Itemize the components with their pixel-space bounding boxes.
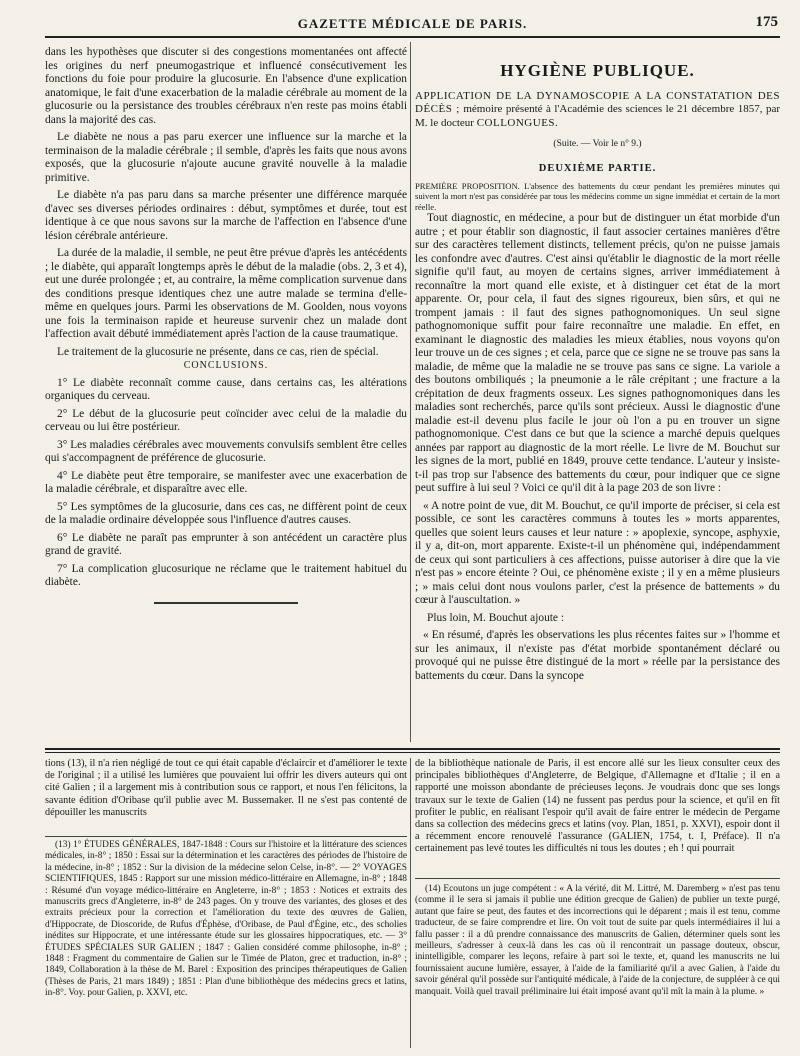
section-end-rule — [154, 602, 299, 604]
feuilleton-left — [45, 758, 407, 819]
conclusion-item: 1° Le diabète reconnaît comme cause, dans certains cas, les altérations organiques du cerveau. — [45, 376, 407, 402]
paragraph: La durée de la maladie, il semble, ne peut être prévue d'après les antécédents ; le diabète, qui apparaît longtemps après le début de la maladie (obs. 2, 3 et 4), eut une durée prolongée ; et, au contraire, la même complication survenue dans des conditions presque identiques chez une autre malade se termina d'elle-même en quelques jours. Parmi les observations de M. Goolden, nous voyons une fois la terminaison rapide et heureuse survenir chez un malade dont l'affection avait débuté immédiatement après l'action de la cause traumatique. — [45, 247, 407, 340]
feuilleton-rule-thin — [45, 752, 780, 753]
article-title — [415, 90, 780, 131]
left-column — [45, 46, 407, 604]
feuilleton-right — [415, 758, 780, 856]
conclusion-item: 5° Les symptômes de la glucosurie, dans ces cas, ne diffèrent point de ceux de la maladie ordinaire développée sous l'influence d'autres causes. — [45, 500, 407, 526]
conclusion-item: 7° La complication glucosurique ne réclame que le traitement habituel du diabète. — [45, 562, 407, 588]
page-number: 175 — [755, 14, 778, 30]
footnote-14 — [415, 884, 780, 998]
suite-note: (Suite. — Voir le n° 9.) — [553, 139, 642, 149]
footnote-text: (13) 1° ÉTUDES GÉNÉRALES, 1847-1848 : Cours sur l'histoire et la littérature des sciences médicales, in-8° ; 1850 : Essai sur la détermination et les caractères des périodes de l'histoire de la médecine, in-8° ; 1852 : Sur la division de la médecine selon Celse, in-8°. — 2° VOYAGES SCIENTIFIQUES, 1845 : Rapport sur une mission médico-littéraire en Allemagne, in-8° ; 1848 : Résumé d'un voyage médico-littéraire en Angleterre, in-8° ; 1853 : Notices et extraits des manuscrits grecs d'Angleterre, in-8° de 243 pages. On y trouve des variantes, des gloses et des extraits précieux pour la correction et l'amélioration du texte des œuvres de Galien, d'Hippocrate, de Dioscoride, de Rufus d'Éphèse, d'Oribase, de Paul d'Égine, etc., des scholies inédites sur Hippocrate, et une intéressante étude sur les glossaires hippocratiques, etc. — 3° ÉTUDES SPÉCIALES SUR GALIEN ; 1847 : Galien considéré comme philosophe, in-8° ; 1848 : Fragment du commentaire de Galien sur le Timée de Platon, grec et traduction, in-8° ; 1849, Collaboration à la thèse de M. Barel : Exposition des principes thérapeutiques de Galien (Thèses de Paris, 21 mars 1849) ; 1851 : Plan d'une bibliothèque des médecins grecs et latins, in-8°. Voy. pour Galien, p. XXVI, etc. — [45, 840, 407, 999]
conclusion-item: 3° Les maladies cérébrales avec mouvements convulsifs semblent être celles qui s'accompagnent de préférence de glucosurie. — [45, 438, 407, 464]
paragraph: Le traitement de la glucosurie ne présente, dans ce cas, rien de spécial. — [57, 345, 379, 358]
paragraph: Plus loin, M. Bouchut ajoute : — [427, 611, 565, 624]
footnote-text: (14) Ecoutons un juge compétent : « A la vérité, dit M. Littré, M. Daremberg » n'est pas tenu (comme il le sera si jamais il publie une édition grecque de Galien) de publier un texte purgé, autant que faire se peut, des fautes et des incorrections qui le déparent ; mais il est tenu, comme traducteur, de se faire comprendre et lire. On voit tout de suite par quels intermédiaires il lui a fallu passer : il a dû prendre connaissance des manuscrits de Galien, déterminer quels sont les meilleurs, s'adresser à ceux-là dans les cas où il rencontrait un passage douteux, obscur, inintelligible, comparer les leçons, refaire à part soi le texte, et, quand les manuscrits ne lui fournissaient aucune lumière, essayer, à l'aide de la familiarité qu'il a avec Galien, à l'aide du savoir général qu'il possède sur l'antiquité médicale, à l'aide de la conjecture, de suppléer à ce qui manquait. Voilà quel travail préliminaire lui était imposé avant qu'il mît la main à la plume. » — [415, 884, 780, 997]
paragraph: Tout diagnostic, en médecine, a pour but de distinguer un état morbide d'un autre ; et pour établir son diagnostic, il faut associer certaines manières d'être sur des caractères tellement distincts, tellement précis, qu'on ne puisse jamais les confondre avec d'autres. C'est ainsi qu'établir le diagnostic de la mort réelle signifie qu'il faut, au moyen de certains signes, arriver immédiatement à reconnaître la mort quand elle existe, et à distinguer cet état de la mort apparente. Or, pour cela, il faut des signes rigoureux, bien sûrs, et qui ne trompent jamais : il faut des signes pathognomoniques. Un seul signe pathognomonique suffit pour faire reconnaître une maladie. En effet, en examinant le diagnostic des maladies les mieux établies, nous voyons qu'on leur trouve un de ces signes ; et cela, parce que ce signe ne se trouve pas sans la maladie, de même que la maladie ne se trouve pas sans ce signe. La variole a des boutons ombiliqués ; la pneumonie a le râle crépitant ; une fracture a la crépitation de deux fragments osseux. Les signes pathognomoniques dans les maladies sont recherchés, parce qu'ils sont précieux. Aussi le diagnostic d'une maladie est-il devenu plus facile le jour où l'on a pu en trouver un signe pathognomonique. C'est dans ce but que la science a marché depuis quelques années par rapport au diagnostic de la mort réelle. Le livre de M. Bouchut sur les signes de la mort, publié en 1849, prouve cette tendance. L'auteur y insiste-t-il pas trop sur l'absence des battements du cœur, pour indiquer que ce signe peut suffire à lui seul ? Voici ce qu'il dit à la page 203 de son livre : — [415, 212, 780, 495]
conclusion-item: 4° Le diabète peut être temporaire, se manifester avec une exacerbation de la maladie cérébrale, et disparaître avec elle. — [45, 469, 407, 495]
quote: « En résumé, d'après les observations les plus récentes faites sur » l'homme et sur les animaux, il n'existe pas d'état morbide spontanément déclaré ou provoqué qui ne puisse être distingué de la mort » réelle par la persistance des battements du cœur. Dans la syncope — [415, 629, 780, 682]
conclusion-item: 2° Le début de la glucosurie peut coïncider avec celui de la maladie du cerveau ou lui être postérieur. — [45, 407, 407, 433]
column-divider — [410, 42, 411, 742]
feuilleton-divider — [410, 758, 411, 1048]
feuilleton-rule — [45, 748, 780, 750]
article-author: COLLONGUES. — [476, 116, 559, 129]
conclusion-item: 6° Le diabète ne paraît pas emprunter à son antécédent un caractère plus grand de gravité. — [45, 531, 407, 557]
right-column — [415, 46, 780, 683]
journal-title: GAZETTE MÉDICALE DE PARIS. — [297, 16, 528, 31]
note-rule — [45, 836, 407, 837]
section-title: HYGIÈNE PUBLIQUE. — [500, 61, 695, 80]
part-heading: DEUXIÈME PARTIE. — [538, 162, 657, 174]
footnote-13 — [45, 840, 407, 1000]
paragraph: Le diabète n'a pas paru dans sa marche présenter une différence marquée d'avec ses diverses périodes ordinaires : début, symptômes et durée, tout est identique à ce que nous savons sur la marche de l'affection en l'absence d'une lésion cérébrale antérieure. — [45, 189, 407, 242]
note-rule — [415, 878, 780, 879]
article-title-rest: mémoire présenté à l'Académie des sciences le 21 décembre 1857, par M. le docteur — [415, 103, 780, 129]
feuilleton-text: de la bibliothèque nationale de Paris, il est encore allé sur les lieux consulter ceux des principales bibliothèques d'Angleterre, de Belgique, d'Allemagne et d'Italie ; il en a rapporté une moisson abondante de précieuses leçons. Je voudrais donc que ses longs travaux sur le texte de Galien (14) ne fussent pas perdus pour la science, et qu'il en fît profiter le public, en réalisant l'espoir qu'il avait de faire entrer le médecin de Pergame dans sa collection des médecins grecs et latins (voy. Plan, 1851, p. XXVI), espoir dont il a récemment encore renouvelé l'assurance (GALIEN, 1754, t. I, Préface). Il n'a certainement pas levé toutes les difficultés ni tous les doutes ; eh ! qui pourrait — [415, 758, 780, 855]
paragraph: dans les hypothèses que discuter si des congestions momentanées ont affecté les origines du nerf pneumogastrique et influencé consécutivement les fonctions du foie pour produire la glucosurie. En l'absence d'une explication anatomique, le fait d'une exacerbation de la maladie cérébrale au moment de la glucosurie ou la persistance des troubles cérébraux n'en reste pas moins établi dans la majorité des cas. — [45, 46, 407, 126]
article-title-caps: APPLICATION DE LA DYNAMOSCOPIE A LA CONSTATATION DES DÉCÈS ; — [415, 89, 780, 115]
quote: « A notre point de vue, dit M. Bouchut, ce qu'il importe de préciser, si cela est possible, ce sont les caractères communs à toutes les » morts apparentes, quelles que soient leurs causes et leur nature : » apoplexie, syncope, asphyxie, il y a, dit-on, mort apparente. Existe-t-il un phénomène qui, indépendamment de ceux qui sont particuliers à ces affections, puisse autoriser à dire que la vie n'est pas » encore éteinte ? Oui, ce phénomène existe ; il y en a même plusieurs ; » mais celui dont nous voulons parler, c'est la présence de battements » du cœur à l'auscultation. » — [415, 499, 780, 607]
page-header — [45, 10, 780, 38]
proposition: PREMIÈRE PROPOSITION. L'absence des battements du cœur pendant les premières minutes qui suivent la mort n'est pas considérée par tous les médecins comme un signe immédiat et certain de la mort réelle. — [415, 181, 780, 212]
feuilleton-text: tions (13), il n'a rien négligé de tout ce qui était capable d'éclaircir et d'améliorer le texte de l'original ; il a utilisé les lumières que pouvaient lui offrir les divers auteurs qui ont cité Galien ; il a largement mis à contribution sous ce rapport, et nous l'en félicitons, la savante édition d'Oribase qu'il publie avec M. Bussemaker. Il ne s'est pas contenté de dépouiller les manuscrits — [45, 758, 407, 818]
conclusions-heading: CONCLUSIONS. — [183, 360, 269, 371]
paragraph: Le diabète ne nous a pas paru exercer une influence sur la marche et la terminaison de la maladie cérébrale ; il semble, d'après les faits que nous avons exposés, que la glucosurie n'ajoute aucune gravité nouvelle à la maladie primitive. — [45, 131, 407, 184]
